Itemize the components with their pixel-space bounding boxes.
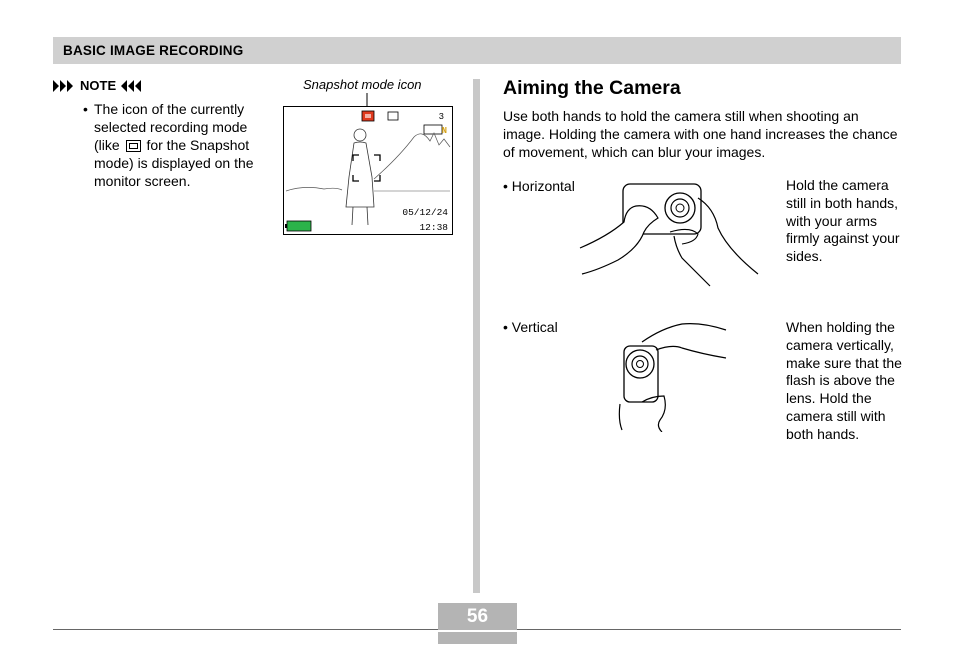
note-arrows-left-icon [53,80,75,92]
column-divider [473,79,480,593]
horizontal-description: Hold the camera still in both hands, with your arms firmly against your sides. [786,177,900,265]
monitor-scene [284,107,452,234]
snapshot-mode-icon [126,140,141,152]
monitor-screen [283,106,453,235]
screen-shots-remaining: 3 [438,112,444,122]
page-number: 56 [466,606,489,627]
screen-date: 05/12/24 [402,207,448,218]
section-title: Aiming the Camera [503,77,681,99]
page-number-box [438,603,517,644]
screen-time: 12:38 [419,222,448,233]
note-arrows-right-icon [121,80,143,92]
section-intro: Use both hands to hold the camera still when shooting an image. Holding the camera with one hand increases the chance of movement, which can blur your images. [503,108,898,160]
note-text-part1: The icon of the currently selected recording mode (like [94,101,248,153]
figure-caption: Snapshot mode icon [303,77,422,92]
section-header-bar [53,37,901,64]
note-text [84,100,274,190]
vertical-description: When holding the camera vertically, make sure that the flash is above the lens. Hold the camera still with both hands. [786,319,902,442]
vertical-label: • Vertical [503,319,558,335]
note-title: NOTE [80,78,117,93]
section-header-title: BASIC IMAGE RECORDING [63,43,244,58]
screen-quality: N [441,126,447,136]
horizontal-hold-illustration [578,178,760,290]
note-heading [53,78,143,93]
vertical-hold-illustration [612,320,730,432]
horizontal-label: • Horizontal [503,178,575,194]
note-bullet: • [83,101,88,117]
note-text-part2: for the Snapshot mode) is displayed on the monitor screen. [94,137,254,189]
